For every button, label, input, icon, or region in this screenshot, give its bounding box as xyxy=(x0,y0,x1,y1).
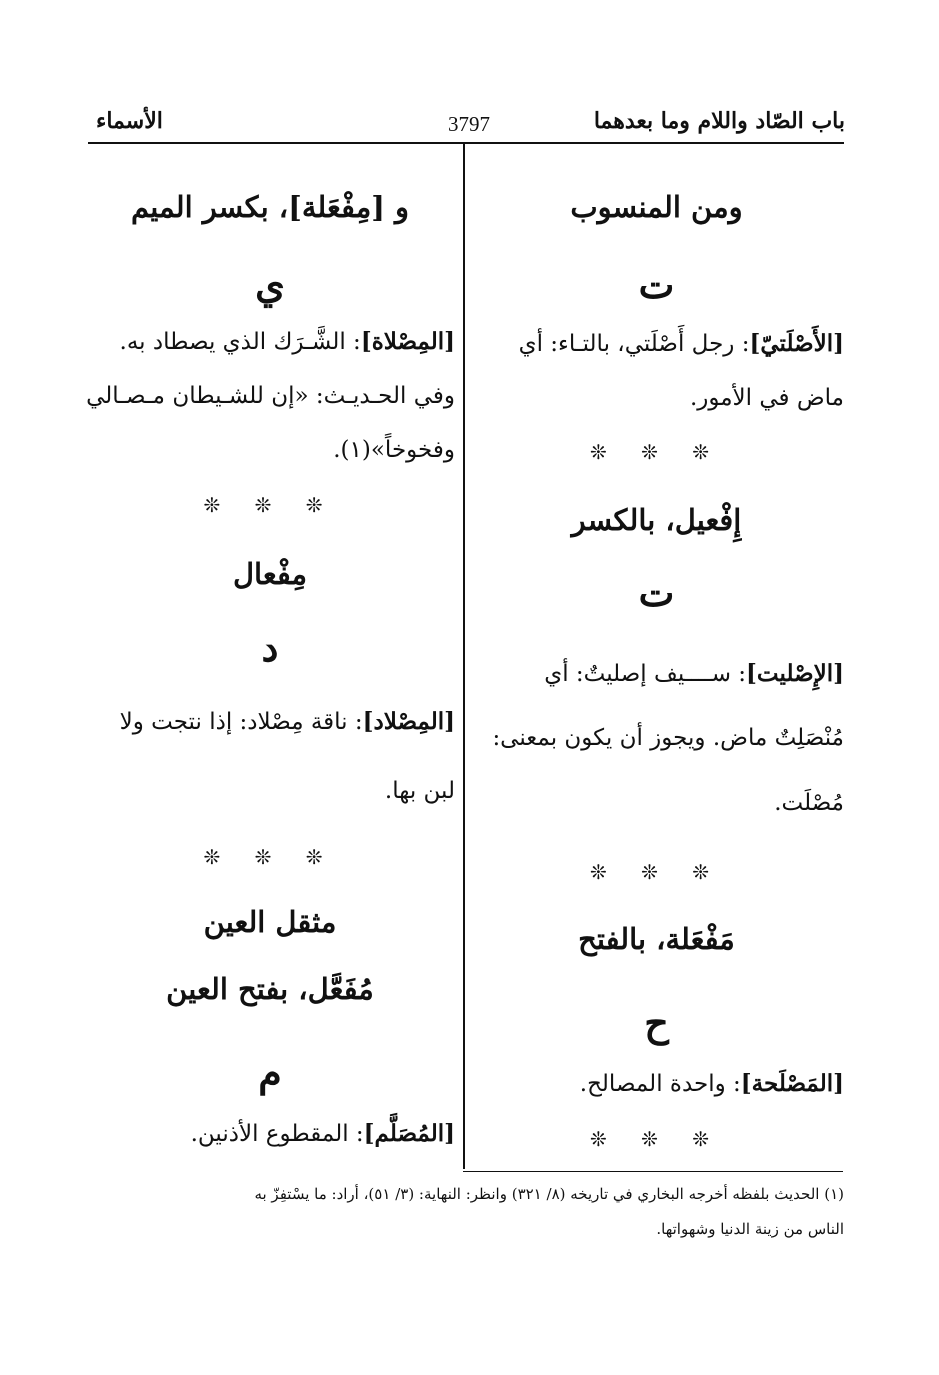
header-rule xyxy=(88,142,844,144)
entry-mislat-line2: وفي الحـديـث: «إن للشـيطان مـصـالي xyxy=(86,383,455,409)
page-number: 3797 xyxy=(448,112,490,136)
column-divider xyxy=(463,143,465,1169)
entry-musallam-term: [المُصَلَّم] xyxy=(363,1120,455,1147)
entry-mislat-line1 xyxy=(120,328,455,355)
separator-stars: ❊ ❊ ❊ xyxy=(590,440,723,464)
entry-maslaha-term: [المَصْلَحة] xyxy=(740,1070,844,1097)
footnote-line1: (١) الحديث بلفظه أخرجه البخاري في تاريخه (٨/ ٣٢١) وانظر: النهاية: (٣/ ٥١)، أراد: ما يسْتفِزّ به xyxy=(254,1185,844,1203)
entry-mislad-text: : ناقة مِصْلاد: إذا نتجت ولا xyxy=(119,709,363,735)
separator-stars: ❊ ❊ ❊ xyxy=(203,493,337,517)
letter-heading-y: ي xyxy=(255,262,285,307)
entry-maslaha-text: : واحدة المصالح. xyxy=(579,1071,741,1097)
entry-mislat-text: : الشَّـرَك الذي يصطاد به. xyxy=(119,329,361,355)
pattern-heading-mufaal: مُفَعَّل، بفتح العين xyxy=(166,972,374,1006)
entry-mislat-line3: وفخوخاً»(١). xyxy=(333,437,455,463)
entry-islit-line1 xyxy=(544,660,844,687)
entry-islit-line2: مُنْصَلِتٌ ماض. ويجوز أن يكون بمعنى: xyxy=(492,725,844,751)
section-heading-mansub: ومن المنسوب xyxy=(570,190,743,224)
entry-islit-term: [الإِصْليت] xyxy=(746,660,844,687)
entry-musallam-text: : المقطوع الأذنين. xyxy=(190,1121,364,1147)
separator-stars: ❊ ❊ ❊ xyxy=(590,1127,723,1151)
separator-stars: ❊ ❊ ❊ xyxy=(203,845,337,869)
entry-maslaha xyxy=(580,1070,844,1097)
pattern-heading-ifeel: إِفْعيل، بالكسر xyxy=(571,503,742,537)
section-title: الأسماء xyxy=(96,108,163,134)
entry-islit-line3: مُصْلَت. xyxy=(774,790,844,816)
letter-heading-t: ت xyxy=(638,262,675,307)
footnote-line2: الناس من زينة الدنيا وشهواتها. xyxy=(656,1220,844,1238)
entry-asalti-line1 xyxy=(519,330,844,357)
entry-asalti-line2: ماض في الأمور. xyxy=(689,385,844,411)
entry-asalti-text: : رجل أَصْلَتي، بالتـاء: أي xyxy=(518,331,750,357)
pattern-heading-mifal: مِفْعال xyxy=(232,557,308,591)
pattern-heading-mifala: و [مِفْعَلة]، بكسر الميم xyxy=(130,190,410,224)
letter-heading-t2: ت xyxy=(638,570,675,615)
chapter-title: باب الصّاد واللام وما بعدهما xyxy=(593,108,845,134)
entry-mislad-term: [المِصْلاد] xyxy=(362,708,455,735)
pattern-heading-mafala: مَفْعَلة، بالفتح xyxy=(578,922,735,956)
footnote-rule xyxy=(463,1171,843,1172)
entry-islit-text: : ســــيف إصليتٌ: أي xyxy=(544,661,747,687)
entry-mislad-line2: لبن بها. xyxy=(384,778,455,804)
separator-stars: ❊ ❊ ❊ xyxy=(590,860,723,884)
section-heading-muthaqqal: مثقل العين xyxy=(203,905,337,939)
letter-heading-m: م xyxy=(258,1050,282,1095)
letter-heading-h: ح xyxy=(644,1000,669,1045)
entry-mislat-term: [المِصْلاة] xyxy=(360,328,455,355)
entry-asalti-term: [الأَصْلَتيّ] xyxy=(749,330,844,357)
letter-heading-d: د xyxy=(261,625,279,670)
entry-musallam xyxy=(191,1120,455,1147)
entry-mislad-line1 xyxy=(120,708,455,735)
